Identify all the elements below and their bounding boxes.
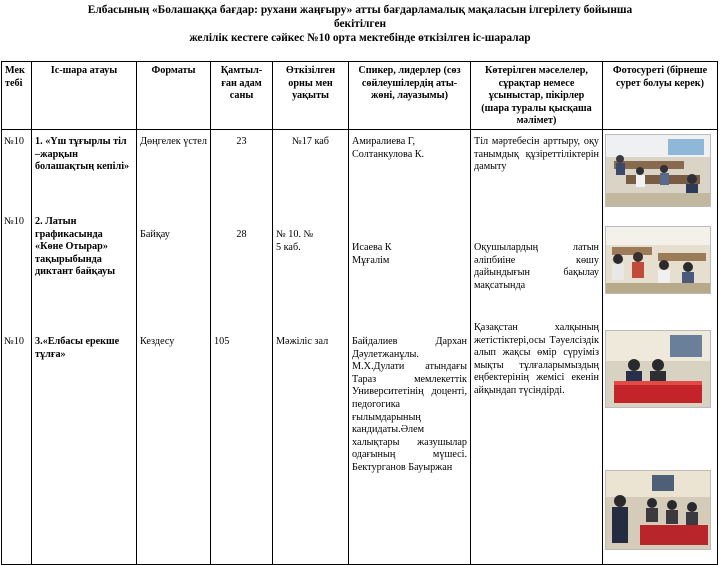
- school-3: №10: [4, 335, 24, 347]
- speaker-2: Исаева К Мұғалім: [352, 241, 392, 266]
- col-format: Форматы: [137, 62, 211, 130]
- speaker-1: Амиралиева Г, Солтанкулова К.: [352, 135, 425, 160]
- issues-2: Оқушылардың латын әліпбиіне көшу дайындығын бақылау мақсатында: [474, 241, 599, 291]
- place-3: Мәжіліс зал: [276, 335, 329, 347]
- col-photo: Фотосуреті (бірнеше сурет болуы керек): [603, 62, 718, 130]
- photo-cell: [603, 129, 718, 564]
- format-cell: [137, 129, 211, 564]
- format-1: Дөңгелек үстел: [140, 135, 207, 147]
- speaker-3: Байдалиев Дархан Дәулетжанұлы. М.Х.Дулати атындағы Тараз мемлекеттік Университетінің доценті, педогогика ғылымдарының кандидаты.Әлем халықтары жазушылар одағының мүшесі. Бектурганов Бауыржан: [352, 335, 467, 473]
- count-2: 28: [236, 228, 247, 240]
- photo-dictation: [605, 226, 711, 294]
- issues-3: Қазақстан халқының жетістіктері,осы Тәуелсіздік алып жақсы өмір сүруіміз мықты тұлғаларымыздың еңбектерінің жемісі екенін айқындап түсіндірді.: [474, 321, 599, 396]
- col-school: Мек тебі: [2, 62, 32, 130]
- col-speaker: Спикер, лидерлер (сөз сөйлеушілердің аты-жөні, лауазымы): [349, 62, 471, 130]
- count-cell: [211, 129, 273, 564]
- school-2: №10: [4, 215, 24, 227]
- header-row: [2, 62, 718, 130]
- event-3: 3.«Елбасы ерекше тұлға»: [35, 335, 120, 360]
- place-2: № 10. № 5 каб.: [276, 228, 314, 253]
- event-2: 2. Латын графикасында «Көне Отырар» тақырыбында диктант байқауы: [35, 215, 116, 278]
- photo-meeting-2: [605, 470, 711, 550]
- document-title: [0, 0, 720, 45]
- event-cell: [32, 129, 137, 564]
- place-cell: [273, 129, 349, 564]
- speaker-cell: [349, 129, 471, 564]
- col-count: Қамтыл-ған адам саны: [211, 62, 273, 130]
- events-table: [1, 61, 718, 565]
- table-row: [2, 129, 718, 564]
- col-place: Өткізілген орны мен уақыты: [273, 62, 349, 130]
- issues-1: Тіл мәртебесін арттыру, оқу танымдық құзіреттіліктерін дамыту: [474, 135, 599, 173]
- col-issues: Көтерілген мәселелер, сұрақтар немесе ұсыныстар, пікірлер (шара туралы қысқаша мәлімет): [471, 62, 603, 130]
- count-3: 105: [214, 335, 230, 347]
- photo-meeting-1: [605, 330, 711, 408]
- title-line-1: Елбасының «Болашаққа бағдар: рухани жаңғыру» атты бағдарламалық мақаласын ілгерілету бойынша: [87, 4, 633, 16]
- school-cell: [2, 129, 32, 564]
- school-1: №10: [4, 135, 24, 147]
- title-line-3: желілік кестеге сәйкес №10 орта мектебінде өткізілген іс-шаралар: [189, 32, 531, 44]
- issues-cell: [471, 129, 603, 564]
- format-3: Кездесу: [140, 335, 175, 347]
- col-event: Іс-шара атауы: [32, 62, 137, 130]
- place-1: №17 каб: [292, 135, 329, 147]
- count-1: 23: [236, 135, 247, 147]
- event-1: 1. «Үш тұғырлы тіл –жарқын болашақтың кепілі»: [35, 135, 130, 173]
- photo-classroom-1: [605, 134, 711, 207]
- format-2: Байқау: [140, 228, 170, 240]
- title-line-2: бекітілген: [333, 18, 387, 30]
